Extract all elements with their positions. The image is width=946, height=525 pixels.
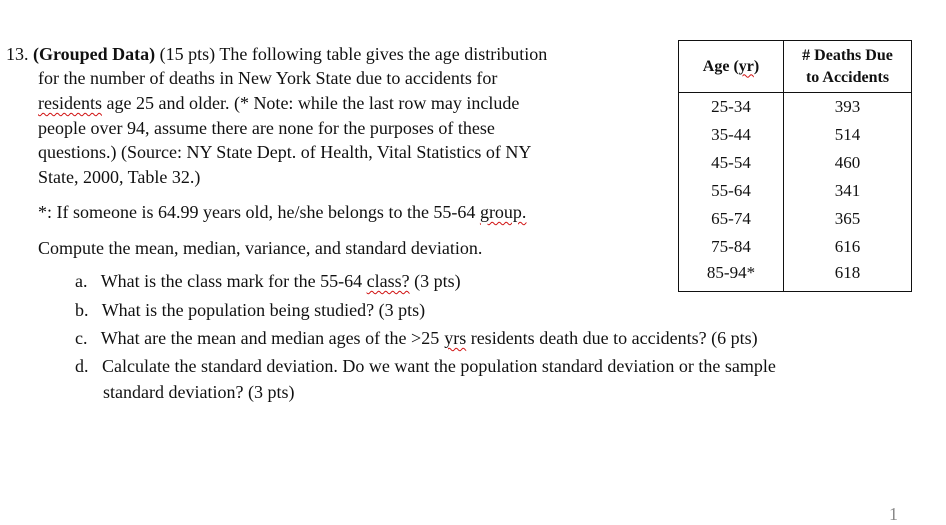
- question-d: d. Calculate the standard deviation. Do we want the population standard deviation or the sample: [75, 356, 776, 376]
- age-cell: 35-44: [679, 121, 784, 149]
- table-row: [679, 205, 912, 233]
- spellcheck-word: class?: [366, 271, 410, 291]
- problem-line-5: questions.) (Source: NY State Dept. of Health, Vital Statistics of NY: [38, 142, 532, 162]
- spellcheck-word: yr: [738, 57, 754, 75]
- spellcheck-word: yrs: [444, 328, 467, 348]
- question-c: c. What are the mean and median ages of the >25 yrs residents death due to accidents? (6 pts): [75, 328, 758, 348]
- question-a: a. What is the class mark for the 55-64 class? (3 pts): [75, 271, 461, 291]
- deaths-cell: 393: [784, 93, 912, 122]
- age-cell: 65-74: [679, 205, 784, 233]
- table-row: [679, 233, 912, 261]
- deaths-cell: 365: [784, 205, 912, 233]
- deaths-cell: 616: [784, 233, 912, 261]
- question-label: c.: [75, 328, 88, 348]
- deaths-cell: 514: [784, 121, 912, 149]
- problem-line-2: for the number of deaths in New York State due to accidents for: [38, 68, 498, 88]
- problem-line-4: people over 94, assume there are none for the purposes of these: [38, 118, 495, 138]
- page-number: 1: [889, 504, 898, 524]
- question-label: a.: [75, 271, 88, 291]
- table-row: [679, 149, 912, 177]
- problem-number: 13.: [6, 44, 29, 64]
- spellcheck-word: group.: [479, 202, 527, 222]
- problem-line-3: residents age 25 and older. (* Note: while the last row may include: [38, 93, 520, 113]
- question-d-continuation: standard deviation? (3 pts): [103, 382, 295, 402]
- problem-title: (Grouped Data): [33, 44, 156, 64]
- table-row: [679, 261, 912, 292]
- compute-instruction: Compute the mean, median, variance, and standard deviation.: [38, 238, 483, 258]
- question-label: d.: [75, 356, 89, 376]
- deaths-cell: 460: [784, 149, 912, 177]
- table-row: [679, 177, 912, 205]
- question-b: b. What is the population being studied? (3 pts): [75, 300, 426, 320]
- age-cell: 85-94*: [679, 261, 784, 292]
- spellcheck-word: residents: [38, 93, 102, 113]
- age-column-header: Age (yr): [679, 41, 784, 93]
- question-label: b.: [75, 300, 89, 320]
- age-cell: 55-64: [679, 177, 784, 205]
- table-row: [679, 121, 912, 149]
- age-distribution-table: [678, 40, 912, 292]
- age-cell: 45-54: [679, 149, 784, 177]
- group-note: *: If someone is 64.99 years old, he/she belongs to the 55-64 group.: [38, 202, 527, 222]
- deaths-cell: 341: [784, 177, 912, 205]
- problem-line-6: State, 2000, Table 32.): [38, 167, 201, 187]
- age-cell: 25-34: [679, 93, 784, 122]
- age-cell: 75-84: [679, 233, 784, 261]
- table-row: [679, 93, 912, 122]
- deaths-column-header: # Deaths Due to Accidents: [784, 41, 912, 93]
- table-header-row: [679, 41, 912, 93]
- deaths-cell: 618: [784, 261, 912, 292]
- problem-line-1: 13. (Grouped Data) (15 pts) The following table gives the age distribution: [6, 44, 548, 64]
